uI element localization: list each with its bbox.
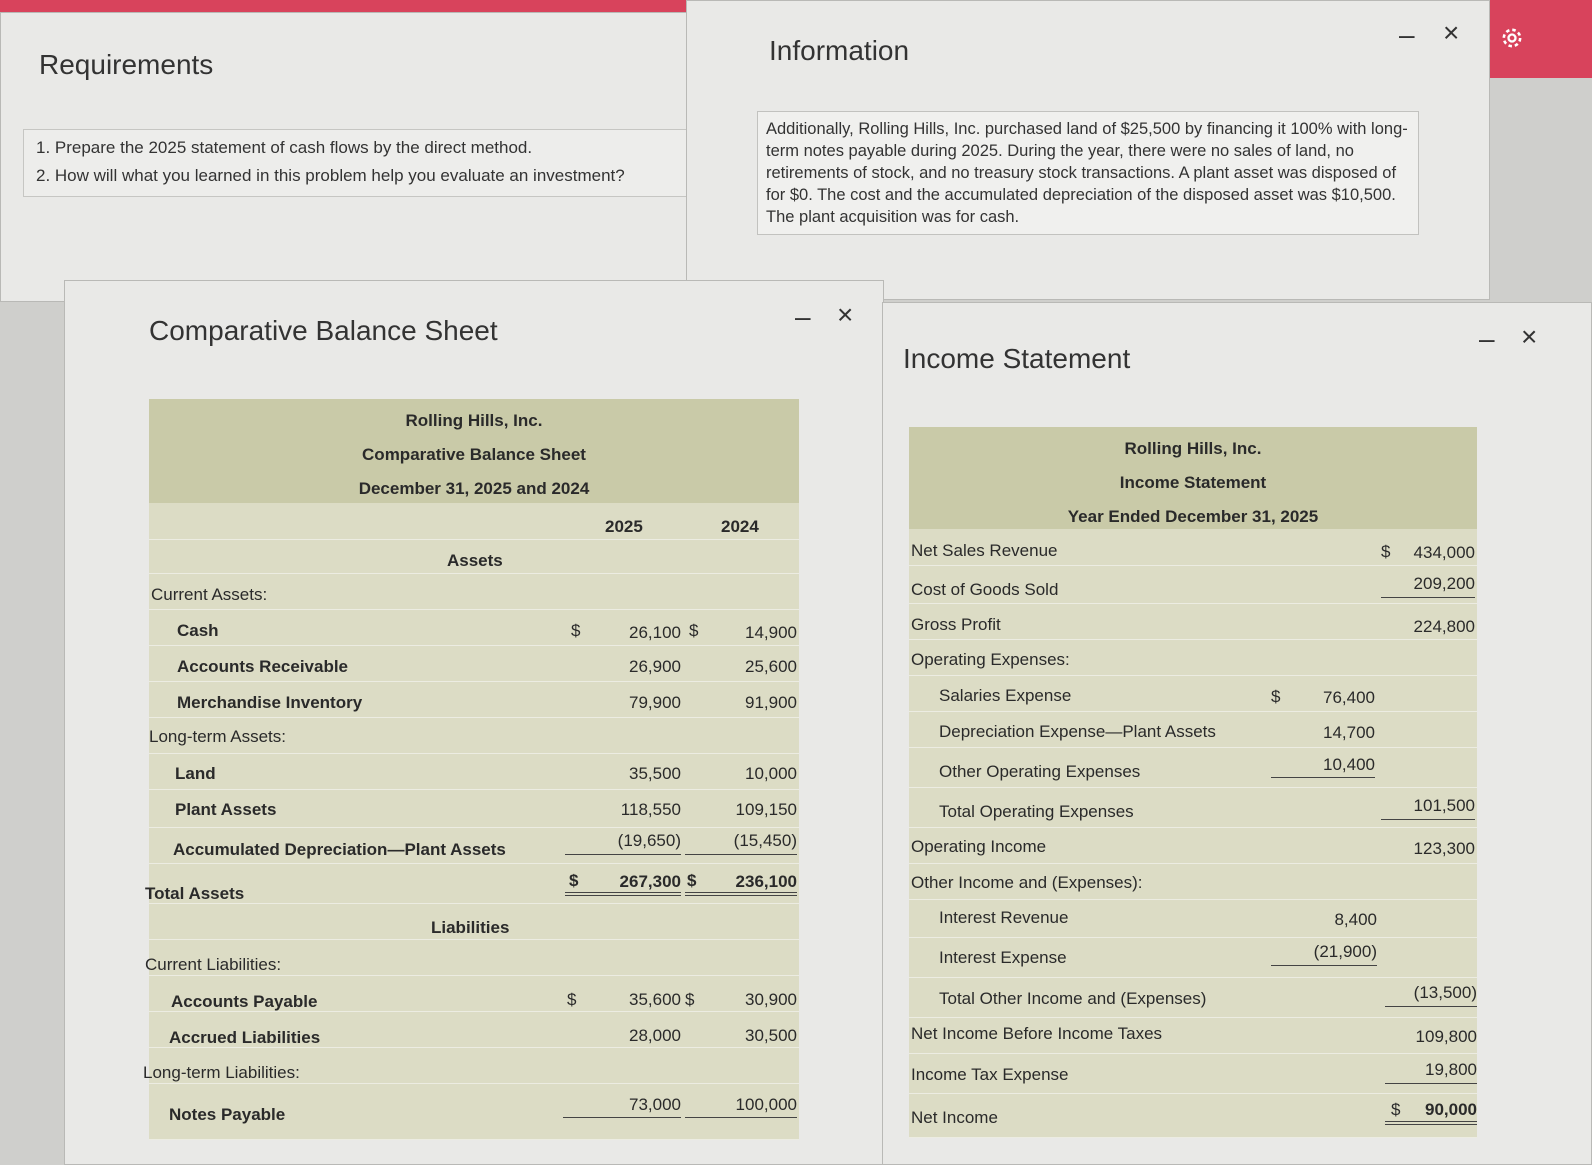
inventory-2025: 79,900 [629,693,681,712]
interest-expense-label: Interest Expense [939,948,1067,967]
ar-2025: 26,900 [629,657,681,676]
subtotal-line [1271,777,1375,778]
inventory-2024: 91,900 [745,693,797,712]
current-assets-heading: Current Assets: [151,585,268,604]
company-name: Rolling Hills, Inc. [1124,439,1262,458]
accrued-2024: 30,500 [745,1026,797,1045]
income-tax-label: Income Tax Expense [911,1065,1069,1084]
accrued-2025: 28,000 [629,1026,681,1045]
total-assets-2025: 267,300 [619,872,681,891]
operating-income-label: Operating Income [911,837,1047,856]
subtotal-line [563,1117,681,1118]
close-button[interactable]: × [837,299,854,330]
income-statement-table [909,427,1477,1137]
dollar-sign: $ [685,990,695,1009]
plant-2024: 109,150 [735,800,797,819]
total-opex-label: Total Operating Expenses [939,802,1134,821]
accum-depr-2024: (15,450) [733,831,797,850]
current-liabilities-heading: Current Liabilities: [145,955,282,974]
dollar-sign: $ [571,621,581,640]
dollar-sign: $ [689,621,699,640]
total-other-label: Total Other Income and (Expenses) [939,989,1207,1008]
dollar-sign: $ [569,871,579,890]
total-assets-2024: 236,100 [735,872,797,891]
statement-date: December 31, 2025 and 2024 [358,479,590,498]
subtotal-line [1385,1006,1477,1007]
interest-revenue-value: 8,400 [1334,910,1377,929]
longterm-assets-heading: Long-term Assets: [149,727,287,746]
net-income-label: Net Income [911,1108,998,1127]
dollar-sign: $ [687,871,697,890]
company-name: Rolling Hills, Inc. [405,411,543,430]
table-row [149,863,799,904]
gear-icon[interactable] [1498,24,1526,52]
subtotal-line [1385,1083,1477,1084]
opex-heading: Operating Expenses: [911,650,1070,669]
ar-2024: 25,600 [745,657,797,676]
requirements-title: Requirements [39,49,214,80]
plant-2025: 118,550 [620,800,681,819]
subtotal-line [565,854,681,855]
land-label: Land [175,764,216,783]
nibt-label: Net Income Before Income Taxes [911,1024,1163,1043]
minimize-button[interactable]: – [1399,19,1415,50]
total-line [565,892,681,896]
operating-income-value: 123,300 [1413,839,1475,858]
balance-sheet-panel [64,280,884,1165]
information-text: Additionally, Rolling Hills, Inc. purchased land of $25,500 by financing it 100% with long-term notes payable during 2025. During the year, there were no sales of land, no retirements of stock, and no treasury stock transactions. A plant asset was disposed of for $0. The cost and the accumulated depreciation of the disposed asset was $10,500. The plant acquisition was for cash. [757,111,1419,235]
income-statement-title: Income Statement [903,343,1131,374]
top-accent-bar [0,0,700,12]
notes-payable-2024: 100,000 [735,1095,797,1114]
subtotal-line [1271,965,1377,966]
interest-revenue-label: Interest Revenue [939,908,1069,927]
information-panel [686,0,1490,300]
requirements-panel [0,12,690,302]
total-line [1385,1121,1477,1125]
total-other-value: (13,500) [1413,983,1477,1002]
subtotal-line [1381,819,1475,820]
column-header-2024: 2024 [721,517,759,536]
nibt-value: 109,800 [1415,1027,1477,1046]
information-title: Information [769,35,910,66]
dollar-sign: $ [1381,542,1391,561]
dollar-sign: $ [567,990,577,1009]
close-button[interactable]: × [1521,321,1538,352]
accum-depr-label: Accumulated Depreciation—Plant Assets [173,840,506,859]
notes-payable-label: Notes Payable [169,1105,286,1124]
minimize-button[interactable]: – [1479,323,1495,354]
ar-label: Accounts Receivable [177,657,349,676]
dollar-sign: $ [1271,687,1281,706]
total-opex-value: 101,500 [1413,796,1475,815]
other-income-heading: Other Income and (Expenses): [911,873,1143,892]
requirements-list [23,129,690,197]
table-row [149,609,799,646]
subtotal-line [685,1117,797,1118]
cash-label: Cash [177,621,219,640]
sales-label: Net Sales Revenue [911,541,1058,560]
total-assets-label: Total Assets [145,884,245,903]
gross-profit-label: Gross Profit [911,615,1001,634]
plant-label: Plant Assets [175,800,277,819]
longterm-liabilities-heading: Long-term Liabilities: [143,1063,300,1082]
liabilities-heading: Liabilities [431,918,510,937]
column-header-2025: 2025 [605,517,643,536]
total-line [685,892,797,896]
statement-name: Income Statement [1119,473,1267,492]
requirement-item-2: 2. How will what you learned in this problem help you evaluate an investment? [36,166,625,185]
cogs-value: 209,200 [1413,574,1475,593]
income-statement-panel [882,302,1592,1165]
cash-2024: 14,900 [745,623,797,642]
salaries-value: 76,400 [1323,688,1375,707]
income-tax-value: 19,800 [1425,1060,1477,1079]
cash-2025: 26,100 [629,623,681,642]
minimize-button[interactable]: – [795,301,811,332]
statement-name: Comparative Balance Sheet [362,445,586,464]
assets-heading: Assets [447,551,503,570]
subtotal-line [1381,597,1475,598]
salaries-label: Salaries Expense [939,686,1072,705]
subtotal-line [685,854,797,855]
inventory-label: Merchandise Inventory [177,693,363,712]
gross-profit-value: 224,800 [1413,617,1475,636]
other-opex-label: Other Operating Expenses [939,762,1141,781]
net-income-value: 90,000 [1425,1100,1477,1119]
settings-bar [1490,0,1592,78]
land-2025: 35,500 [629,764,681,783]
cogs-label: Cost of Goods Sold [911,580,1059,599]
balance-sheet-table [143,399,799,1139]
accum-depr-2025: (19,650) [617,831,681,850]
ap-label: Accounts Payable [171,992,318,1011]
table-row [149,503,799,540]
table-row [149,753,799,790]
accrued-label: Accrued Liabilities [169,1028,321,1047]
balance-sheet-title: Comparative Balance Sheet [149,315,498,346]
depreciation-value: 14,700 [1323,723,1375,742]
ap-2024: 30,900 [745,990,797,1009]
land-2024: 10,000 [745,764,797,783]
requirement-item-1: 1. Prepare the 2025 statement of cash flows by the direct method. [36,138,533,157]
depreciation-label: Depreciation Expense—Plant Assets [939,722,1216,741]
other-opex-value: 10,400 [1323,755,1375,774]
ap-2025: 35,600 [629,990,681,1009]
statement-date: Year Ended December 31, 2025 [1067,507,1319,526]
interest-expense-value: (21,900) [1313,942,1377,961]
close-button[interactable]: × [1443,17,1460,48]
notes-payable-2025: 73,000 [629,1095,681,1114]
dollar-sign: $ [1391,1100,1401,1119]
sales-value: 434,000 [1413,543,1475,562]
